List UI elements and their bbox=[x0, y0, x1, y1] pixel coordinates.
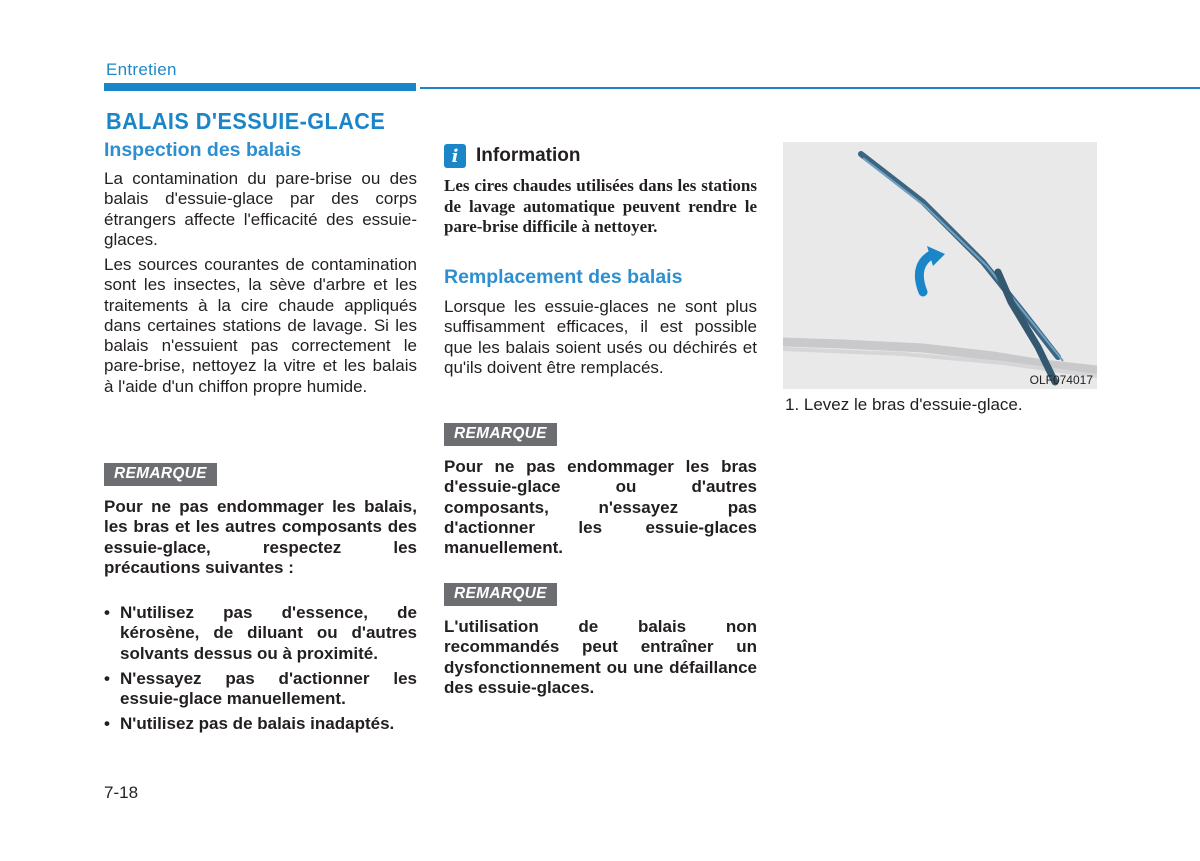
page-title: BALAIS D'ESSUIE-GLACE bbox=[106, 108, 386, 134]
header-rule-thick bbox=[104, 83, 416, 91]
replacement-heading: Remplacement des balais bbox=[444, 266, 683, 288]
list-item: • N'utilisez pas de balais inadaptés. bbox=[104, 714, 395, 734]
precaution-list bbox=[104, 603, 417, 740]
replacement-paragraph: Lorsque les essuie-glaces ne sont plus suffisamment efficaces, il est possible que les balais soient usés ou déchirés et qu'ils doivent être remplacés. bbox=[444, 297, 757, 377]
notice-badge-2: REMARQUE bbox=[444, 423, 557, 446]
notice-text-1: Pour ne pas endommager les balais, les bras et les autres composants des essuie-glace, respectez les précautions suivantes : bbox=[104, 497, 417, 577]
figure-caption: 1. Levez le bras d'essuie-glace. bbox=[785, 395, 1023, 414]
wiper-drawing bbox=[783, 142, 1097, 389]
section-label: Entretien bbox=[106, 60, 177, 79]
notice-text-2: Pour ne pas endommager les bras d'essuie-glace ou d'autres composants, n'essayez pas d'actionner les essuie-glaces manuellement. bbox=[444, 457, 757, 558]
wiper-illustration bbox=[783, 142, 1097, 389]
inspection-heading: Inspection des balais bbox=[104, 139, 302, 161]
information-text: Les cires chaudes utilisées dans les stations de lavage automatique peuvent rendre le pare-brise difficile à nettoyer. bbox=[444, 176, 757, 236]
lift-arrow-shaft bbox=[919, 254, 933, 292]
inspection-paragraph-1: La contamination du pare-brise ou des balais d'essuie-glace par des corps étrangers affecte l'efficacité des essuie-glaces. bbox=[104, 169, 417, 249]
notice-badge-3: REMARQUE bbox=[444, 583, 557, 606]
info-icon: i bbox=[444, 144, 466, 168]
information-title: Information bbox=[476, 145, 581, 166]
header-rule-thin bbox=[420, 87, 1200, 89]
figure-code: OLF074017 bbox=[1029, 373, 1093, 387]
inspection-paragraph-2: Les sources courantes de contamination sont les insectes, la sève d'arbre et les traitements à la cire chaude appliqués dans certaines stations de lavage. Si les balais n'essuient pas correctement le pare-brise, nettoyez la vitre et les balais à l'aide d'un chiffon propre humide. bbox=[104, 255, 417, 396]
notice-badge-1: REMARQUE bbox=[104, 463, 217, 486]
notice-text-3: L'utilisation de balais non recommandés peut entraîner un dysfonctionnement ou une défaillance des essuie-glaces. bbox=[444, 617, 757, 697]
page-number: 7-18 bbox=[104, 783, 139, 802]
information-header bbox=[444, 144, 581, 168]
raised-wiper-arm-highlight bbox=[863, 158, 1063, 361]
list-item: • N'essayez pas d'actionner les essuie-glace manuellement. bbox=[104, 668, 417, 709]
list-item: • N'utilisez pas d'essence, de kérosène, de diluant ou d'autres solvants dessus ou à proximité. bbox=[104, 603, 417, 663]
